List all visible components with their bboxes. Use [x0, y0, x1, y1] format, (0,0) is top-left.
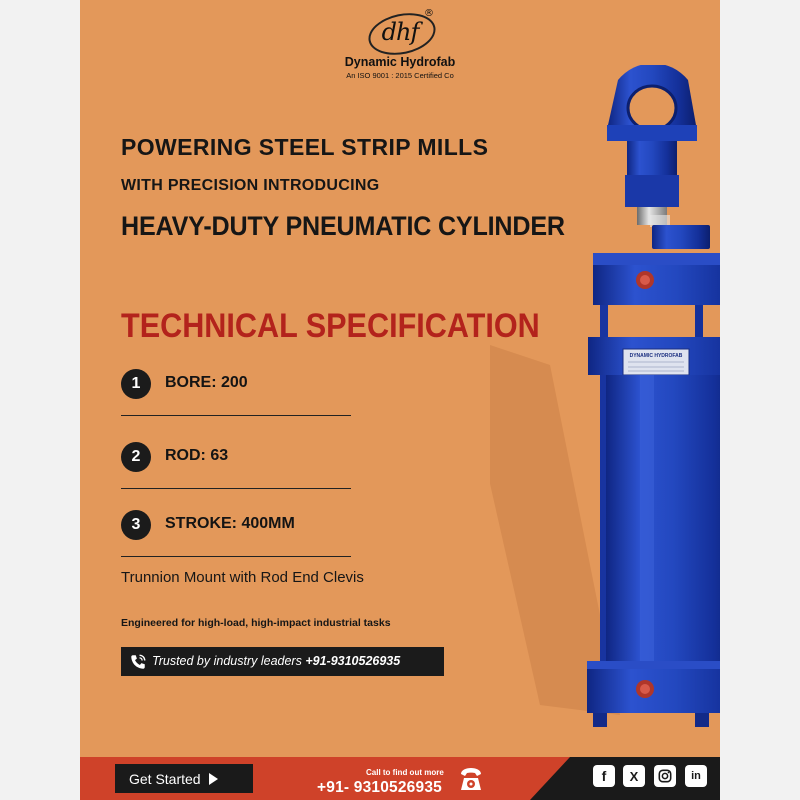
rod-gland	[652, 225, 710, 249]
spec-item-stroke	[121, 510, 351, 570]
headline-line-1: POWERING STEEL STRIP MILLS	[121, 134, 489, 160]
registered-mark: ®	[424, 8, 434, 19]
spec-number-badge: 1	[121, 369, 151, 399]
mount-description: Trunnion Mount with Rod End Clevis	[121, 569, 364, 586]
right-margin	[720, 0, 800, 800]
trusted-label: Trusted by industry leaders	[152, 654, 302, 668]
footer-phone[interactable]: +91- 9310526935	[317, 779, 442, 796]
telephone-icon	[458, 765, 484, 793]
trusted-banner	[121, 647, 444, 676]
spec-item-bore	[121, 369, 351, 429]
left-margin	[0, 0, 80, 800]
brand-certification: An ISO 9001 : 2015 Certified Co	[346, 71, 454, 80]
nameplate-label: DYNAMIC HYDROFAB	[629, 353, 683, 359]
headline-line-3: HEAVY-DUTY PNEUMATIC CYLINDER	[121, 211, 565, 241]
spec-divider	[121, 488, 351, 489]
promo-poster	[80, 0, 720, 800]
x-icon[interactable]: X	[623, 765, 645, 787]
pneumatic-cylinder-image	[490, 65, 720, 735]
linkedin-icon[interactable]: in	[685, 765, 707, 787]
headline-line-2: WITH PRECISION INTRODUCING	[121, 177, 380, 194]
clevis-neck	[607, 125, 697, 141]
trusted-phone[interactable]: +91-9310526935	[305, 654, 401, 668]
facebook-icon[interactable]: f	[593, 765, 615, 787]
cylinder-barrel	[606, 375, 720, 675]
spec-text: STROKE: 400MM	[165, 515, 295, 532]
spec-title: TECHNICAL SPECIFICATION	[121, 307, 540, 345]
spec-number-badge: 3	[121, 510, 151, 540]
trusted-text	[152, 654, 400, 668]
play-icon	[209, 773, 218, 785]
spec-divider	[121, 415, 351, 416]
instagram-icon[interactable]	[654, 765, 676, 787]
get-started-label: Get Started	[129, 770, 201, 787]
call-label: Call to find out more	[366, 768, 444, 777]
spec-divider	[121, 556, 351, 557]
spec-text: BORE: 200	[165, 374, 248, 391]
brand-name: Dynamic Hydrofab	[344, 55, 456, 69]
logo-monogram: dhf	[381, 18, 419, 46]
spec-number-badge: 2	[121, 442, 151, 472]
phone-icon	[129, 653, 147, 671]
top-end-cap	[593, 263, 720, 305]
spec-item-rod	[121, 442, 351, 502]
engineered-tagline: Engineered for high-load, high-impact industrial tasks	[121, 617, 391, 629]
spec-text: ROD: 63	[165, 447, 229, 464]
get-started-button[interactable]	[115, 764, 253, 793]
